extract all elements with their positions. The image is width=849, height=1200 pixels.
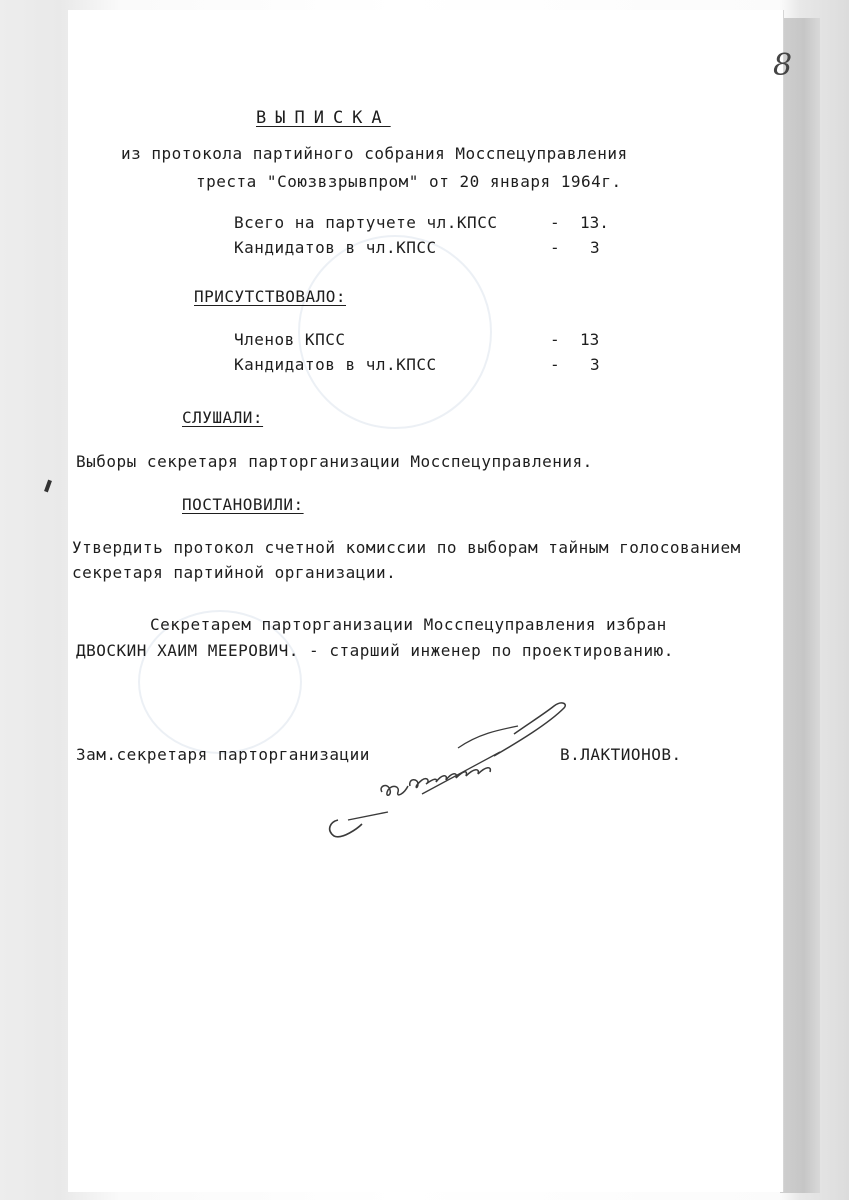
subtitle-line-2: треста "Союзвзрывпром" от 20 января 1964г. — [196, 172, 622, 191]
present-label-candidates: Кандидатов в чл.КПСС — [234, 355, 437, 374]
present-value-members: 13 — [580, 330, 600, 349]
signature-name: В.ЛАКТИОНОВ. — [560, 745, 682, 764]
present-dash-candidates: - — [550, 355, 560, 374]
document-page — [68, 10, 793, 1192]
registry-label-members: Всего на партучете чл.КПСС — [234, 213, 498, 232]
elected-line-1: Секретарем парторганизации Мосспецуправления избран — [150, 615, 667, 634]
signature-role: Зам.секретаря парторганизации — [76, 745, 370, 764]
registry-value-members: 13. — [580, 213, 609, 232]
present-dash-members: - — [550, 330, 560, 349]
heard-text: Выборы секретаря парторганизации Мосспецуправления. — [76, 452, 593, 471]
present-value-candidates: 3 — [590, 355, 600, 374]
document-title: ВЫПИСКА — [256, 108, 391, 128]
registry-dash-members: - — [550, 213, 560, 232]
elected-line-2: ДВОСКИН ХАИМ МЕЕРОВИЧ. - старший инженер по проектированию. — [76, 641, 674, 660]
present-label-members: Членов КПСС — [234, 330, 346, 349]
present-heading: ПРИСУТСТВОВАЛО: — [194, 287, 346, 306]
resolved-line-2: секретаря партийной организации. — [72, 563, 397, 582]
heard-heading: СЛУШАЛИ: — [182, 408, 264, 427]
resolved-heading: ПОСТАНОВИЛИ: — [182, 495, 304, 514]
page-shadow — [780, 18, 820, 1193]
resolved-line-1: Утвердить протокол счетной комиссии по выборам тайным голосованием — [72, 538, 741, 557]
registry-label-candidates: Кандидатов в чл.КПСС — [234, 238, 437, 257]
registry-dash-candidates: - — [550, 238, 560, 257]
handwritten-signature — [318, 690, 578, 850]
registry-value-candidates: 3 — [590, 238, 600, 257]
subtitle-line-1: из протокола партийного собрания Мосспецуправления — [121, 144, 628, 163]
page-number: 8 — [773, 48, 793, 83]
